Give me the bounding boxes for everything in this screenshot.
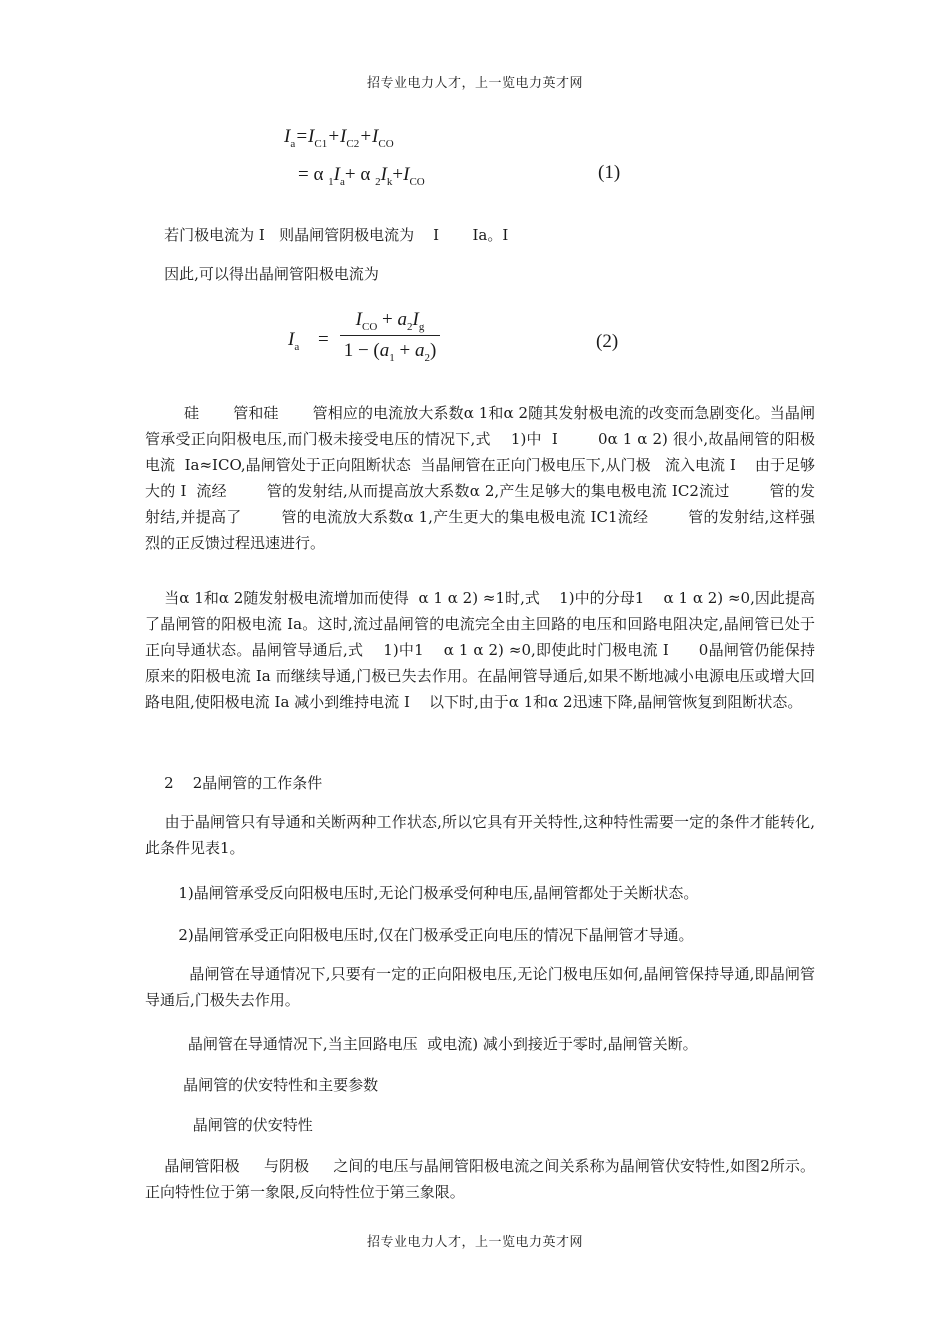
equation-2-equals: =	[318, 329, 329, 350]
equation-2-numerator: $I_{CO} + a_2I_g$	[340, 309, 440, 336]
paragraph-4: 当α 1和α 2随发射极电流增加而使得 α 1 α 2) ≈1时,式 1)中的分母1 α 1 α 2) ≈0,因此提高了晶闸管的阳极电流 Ia。这时,流过晶闸管的电流完全由主回路的电压和回路电阻决定,晶闸管已处于正向导通状态。晶闸管导通后,式 1)中1 α 1 α 2) ≈0,即使此时门极电流 I 0晶闸管仍能保持原来的阳极电流 Ia 而继续导通,门极已失去作用。在晶闸管导通后,如果不断地减小电源电压或增大回路电阻,使阳极电流 Ia 减小到维持电流 I 以下时,由于α 1和α 2迅速下降,晶闸管恢复到阻断状态。	[145, 589, 816, 711]
equation-1-number: (1)	[598, 162, 621, 183]
equation-1-line-2-bind	[284, 122, 292, 123]
condition-3: 晶闸管在导通情况下,只要有一定的正向阳极电压,无论门极电压如何,晶闸管保持导通,即晶闸管导通后,门极失去作用。	[145, 965, 816, 1009]
paragraph-5: 由于晶闸管只有导通和关断两种工作状态,所以它具有开关特性,这种特性需要一定的条件才能转化,此条件见表1。	[145, 813, 815, 857]
equation-2-denominator: $1 - (a_1 + a_2)$	[343, 339, 437, 364]
paragraph-1: 若门极电流为 I 则晶闸管阴极电流为 I Ia。I	[145, 226, 509, 244]
equation-1-line-2: = α $_1I_a+ \alpha$ $_2I_k+I_{CO}$	[298, 164, 425, 188]
page-footer: 招专业电力人才，上一览电力英才网	[366, 1235, 583, 1250]
equation-2-denominator-bind	[288, 309, 293, 310]
condition-4: 晶闸管在导通情况下,当主回路电压 或电流) 减小到接近于零时,晶闸管关断。	[145, 1035, 698, 1053]
subsection-heading-characteristics: 晶闸管的伏安特性	[145, 1116, 313, 1134]
condition-2: 2)晶闸管承受正向阳极电压时,仅在门极承受正向电压的情况下晶闸管才导通。	[145, 926, 694, 944]
paragraph-6: 晶闸管阳极 与阴极 之间的电压与晶闸管阳极电流之间关系称为晶闸管伏安特性,如图2所示。正向特性位于第一象限,反向特性位于第三象限。	[145, 1157, 816, 1201]
equation-2-lhs: $I_a$	[288, 329, 300, 353]
page-header: 招专业电力人才，上一览电力英才网	[366, 76, 583, 91]
equation-2	[288, 309, 628, 375]
equation-1-line-1-render: $I_a=I_{C1}+I_{C2}+I_{CO}$	[284, 126, 394, 150]
equation-2-number: (2)	[596, 331, 619, 352]
paragraph-2: 因此,可以得出晶闸管阳极电流为	[145, 265, 379, 283]
condition-1: 1)晶闸管承受反向阳极电压时,无论门极承受何种电压,晶闸管都处于关断状态。	[145, 884, 699, 902]
section-heading-parameters: 晶闸管的伏安特性和主要参数	[145, 1076, 379, 1094]
equation-2-fraction	[340, 309, 440, 364]
equation-1	[284, 122, 644, 192]
paragraph-3: 硅 管和硅 管相应的电流放大系数α 1和α 2随其发射极电流的改变而急剧变化。当晶闸管承受正向阳极电压,而门极未接受电压的情况下,式 1)中 I 0α 1 α 2) 很小,故晶闸管的阳极电流 Ia≈ICO,晶闸管处于正向阻断状态 当晶闸管在正向门极电压下,从门极 流入电流 I 由于足够大的 I 流经 管的发射结,从而提高放大系数α 2,产生足够大的集电极电流 IC2流过 管的发射结,并提高了 管的电流放大系数α 1,产生更大的集电极电流 IC1流经 管的发射结,这样强烈的正反馈过程迅速进行。	[145, 404, 816, 552]
section-heading-2-2: 2 2晶闸管的工作条件	[145, 774, 323, 792]
